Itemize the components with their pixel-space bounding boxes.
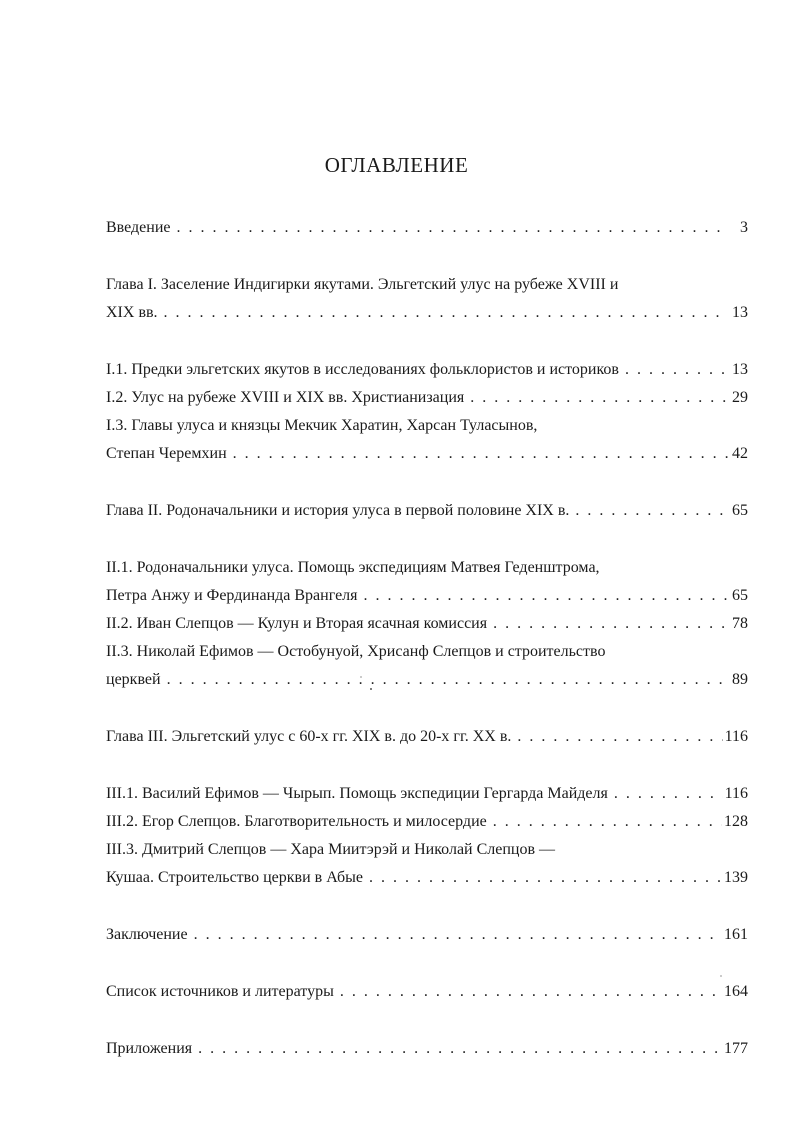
toc-entry-text: церквей	[106, 671, 161, 688]
toc-entry-bibliography	[106, 978, 748, 1006]
toc-entry-section-1-3	[106, 412, 748, 440]
toc-entry-text: II.2. Иван Слепцов — Кулун и Вторая ясачная комиссия	[106, 615, 488, 632]
toc-entry-text: II.1. Родоначальники улуса. Помощь экспедициям Матвея Геденштрома,	[106, 559, 600, 576]
toc-entry-section-3-3	[106, 836, 748, 864]
leader-dots	[614, 780, 723, 808]
toc-entry-section-2-3	[106, 638, 748, 666]
toc-page-number: 42	[732, 445, 748, 462]
toc-entry-text: XIX вв.	[106, 304, 158, 321]
toc-page-number: 65	[732, 587, 748, 604]
toc-entry-text: Введение	[106, 219, 171, 236]
toc-page-number: 116	[724, 728, 748, 745]
toc-entry-text: Глава I. Заселение Индигирки якутами. Эльгетский улус на рубеже XVIII и	[106, 276, 619, 293]
toc-page-number: 128	[724, 813, 748, 830]
toc-page-number: 3	[740, 219, 748, 236]
toc-entry-text: Кушаа. Строительство церкви в Абые	[106, 869, 363, 886]
toc-entry-text: Приложения	[106, 1040, 193, 1057]
leader-dots	[177, 214, 729, 242]
toc-entry-appendices	[106, 1035, 748, 1063]
scan-speck	[370, 688, 372, 690]
toc-entry-section-1-2	[106, 384, 748, 412]
toc-entry-section-1-3-cont	[106, 440, 748, 468]
leader-dots	[625, 356, 728, 384]
toc-entry-text: Список источников и литературы	[106, 983, 334, 1000]
toc-page-number: 164	[724, 983, 748, 1000]
table-of-contents	[106, 214, 748, 1063]
scan-speck	[360, 676, 362, 678]
toc-entry-chapter-1	[106, 271, 748, 299]
toc-page-number: 116	[724, 785, 748, 802]
toc-entry-text: Степан Черемхин	[106, 445, 227, 462]
toc-page-number: 29	[732, 389, 748, 406]
leader-dots	[233, 440, 728, 468]
toc-entry-chapter-2	[106, 497, 748, 525]
leader-dots	[470, 384, 728, 412]
toc-entry-text: I.3. Главы улуса и князцы Мекчик Харатин, Харсан Туласынов,	[106, 417, 538, 434]
toc-entry-section-2-1	[106, 554, 748, 582]
leader-dots	[194, 921, 722, 949]
leader-dots	[493, 808, 722, 836]
toc-entry-text: Заключение	[106, 926, 188, 943]
toc-page-number: 65	[732, 502, 748, 519]
toc-page-number: 139	[724, 869, 748, 886]
toc-page-number: 161	[724, 926, 748, 943]
toc-entry-chapter-3	[106, 723, 748, 751]
leader-dots	[164, 299, 728, 327]
toc-entry-text: I.1. Предки эльгетских якутов в исследованиях фольклористов и историков	[106, 361, 619, 378]
toc-entry-conclusion	[106, 921, 748, 949]
toc-entry-section-3-3-cont	[106, 864, 748, 892]
leader-dots	[493, 610, 728, 638]
toc-entry-text: III.2. Егор Слепцов. Благотворительность и милосердие	[106, 813, 487, 830]
toc-entry-introduction	[106, 214, 748, 242]
leader-dots	[369, 864, 722, 892]
leader-dots	[167, 666, 728, 694]
toc-entry-text: II.3. Николай Ефимов — Остобунуой, Хрисанф Слепцов и строительство	[106, 643, 606, 660]
leader-dots	[575, 497, 728, 525]
toc-entry-section-2-1-cont	[106, 582, 748, 610]
toc-entry-chapter-1-cont	[106, 299, 748, 327]
toc-page-number: 78	[732, 615, 748, 632]
toc-entry-text: Глава III. Эльгетский улус с 60-х гг. XIX в. до 20-х гг. XX в.	[106, 728, 512, 745]
toc-entry-text: III.3. Дмитрий Слепцов — Хара Миитэрэй и Николай Слепцов —	[106, 841, 556, 858]
toc-page-number: 89	[732, 671, 748, 688]
page-title: ОГЛАВЛЕНИЕ	[324, 153, 469, 177]
toc-entry-text: III.1. Василий Ефимов — Чырып. Помощь экспедиции Гергарда Майделя	[106, 785, 608, 802]
toc-page-number: 13	[732, 304, 748, 321]
toc-entry-section-3-1	[106, 780, 748, 808]
leader-dots	[517, 723, 722, 751]
leader-dots	[198, 1035, 722, 1063]
toc-entry-text: Глава II. Родоначальники и история улуса в первой половине XIX в.	[106, 502, 570, 519]
toc-entry-text: Петра Анжу и Фердинанда Врангеля	[106, 587, 358, 604]
toc-entry-section-3-2	[106, 808, 748, 836]
toc-entry-text: I.2. Улус на рубеже XVIII и XIX вв. Христианизация	[106, 389, 465, 406]
toc-entry-section-2-3-cont	[106, 666, 748, 694]
leader-dots	[340, 978, 722, 1006]
scan-speck	[720, 975, 722, 977]
toc-page-number: 177	[724, 1040, 748, 1057]
toc-entry-section-2-2	[106, 610, 748, 638]
toc-entry-section-1-1	[106, 356, 748, 384]
leader-dots	[364, 582, 728, 610]
toc-page-number: 13	[732, 361, 748, 378]
